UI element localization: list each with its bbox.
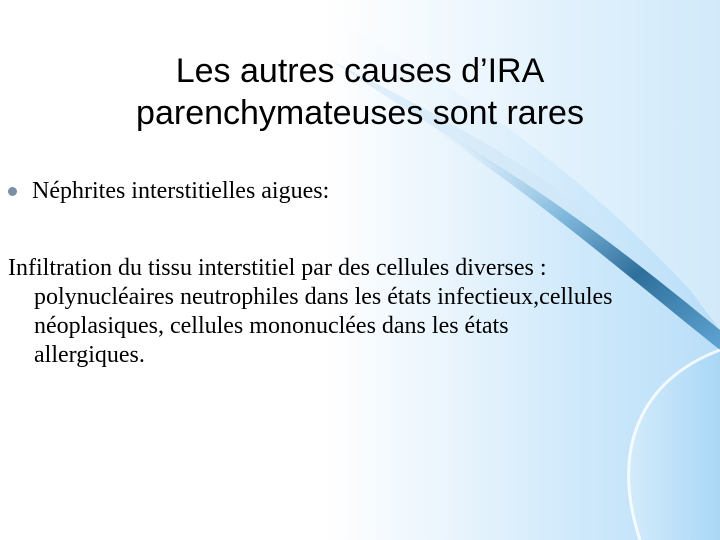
bullet-text: Néphrites interstitielles aigues: [32,178,330,204]
paragraph-line-4: allergiques. [34,342,145,368]
slide-title-line-2: parenchymateuses sont rares [136,94,584,132]
body-paragraph [8,254,720,370]
paragraph-line-2: polynucléaires neutrophiles dans les états infectieux,cellules [34,284,613,310]
paragraph-line-1: Infiltration du tissu interstitiel par des cellules diverses : [8,255,547,281]
paragraph-line-3: néoplasiques, cellules mononuclées dans les états [34,313,509,339]
slide-title-line-1: Les autres causes d’IRA [175,52,545,90]
bullet-dot-icon [8,187,17,196]
slide-title [60,50,660,134]
